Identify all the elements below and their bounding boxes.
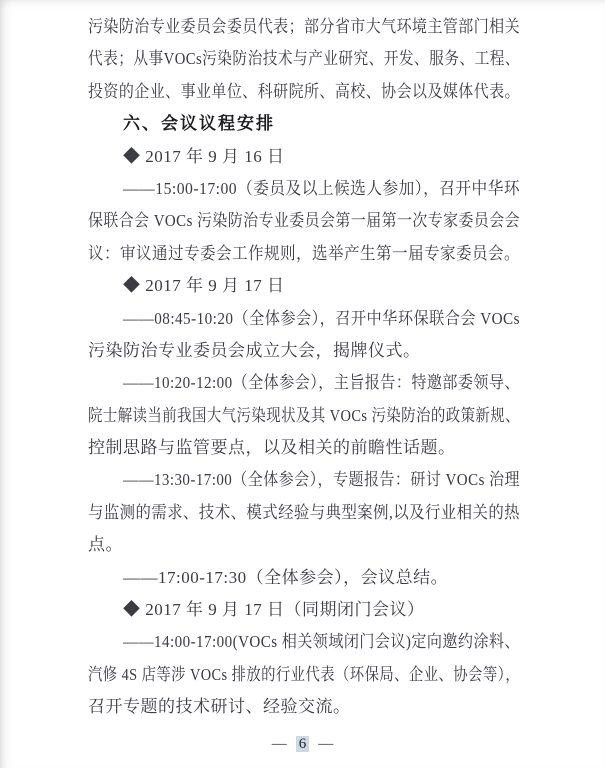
doc-line-text: 汽修 4S 店等涉 VOCs 排放的行业代表（环保局、企业、协会等）， — [88, 664, 520, 684]
doc-line — [88, 238, 520, 270]
footer-left-dash: — — [271, 736, 287, 752]
agenda-item-text: ——14:00-17:00(VOCs 相关领域闭门会议)定向邀约涂料、 — [123, 632, 520, 652]
agenda-date-bullet — [88, 270, 520, 302]
doc-line — [88, 43, 520, 75]
doc-line-text: 与监测的需求、技术、模式经验与典型案例,以及行业相关的热 — [88, 502, 520, 522]
doc-line-text: 保联合会 VOCs 污染防治专业委员会第一届第一次专家委员会会 — [88, 211, 520, 231]
page-footer — [0, 732, 605, 756]
document-body — [88, 11, 520, 724]
agenda-item-text: ——15:00-17:00（委员及以上候选人参加），召开中华环 — [123, 178, 520, 198]
agenda-item-text: ——17:00-17:30（全体参会），会议总结。 — [123, 567, 449, 587]
doc-line — [88, 497, 520, 529]
doc-line — [88, 205, 520, 237]
agenda-date-text: ◆ 2017 年 9 月 16 日 — [123, 146, 285, 166]
doc-line-text: 污染防治专业委员会成立大会，揭牌仪式。 — [88, 340, 421, 360]
doc-line — [88, 432, 520, 464]
footer-right-dash: — — [318, 736, 334, 752]
doc-line — [88, 335, 520, 367]
agenda-item-line — [88, 464, 520, 496]
agenda-item-line — [88, 173, 520, 205]
doc-line-text: 院士解读当前我国大气污染现状及其 VOCs 污染防治的政策新规、 — [88, 405, 520, 425]
doc-line — [88, 529, 520, 561]
doc-line-text: 召开专题的技术研讨、经验交流。 — [88, 697, 351, 717]
agenda-date-bullet — [88, 141, 520, 173]
agenda-date-text: ◆ 2017 年 9 月 17 日 — [123, 276, 285, 296]
page-number: 6 — [296, 736, 310, 752]
agenda-item-line — [88, 303, 520, 335]
doc-line — [88, 400, 520, 432]
doc-line-text: 污染防治专业委员会委员代表；部分省市大气环境主管部门相关 — [88, 17, 520, 36]
agenda-date-bullet — [88, 594, 520, 626]
agenda-item-text: ——10:20-12:00（全体参会），主旨报告：特邀部委领导、 — [123, 373, 520, 393]
doc-line-text: 投资的企业、事业单位、科研院所、高校、协会以及媒体代表。 — [88, 81, 520, 101]
doc-line-text: 控制思路与监管要点，以及相关的前瞻性话题。 — [88, 438, 456, 458]
doc-line-text: 点。 — [88, 535, 123, 555]
doc-line-text: 代表；从事VOCs污染防治技术与产业研究、开发、服务、工程、 — [88, 49, 520, 69]
doc-line — [88, 659, 520, 691]
section-heading — [88, 108, 520, 140]
agenda-item-text: ——08:45-10:20（全体参会），召开中华环保联合会 VOCs — [123, 308, 520, 328]
agenda-item-line — [88, 562, 520, 594]
agenda-item-text: ——13:30-17:00（全体参会），专题报告：研讨 VOCs 治理 — [123, 470, 520, 490]
agenda-item-line — [88, 367, 520, 399]
doc-line — [88, 691, 520, 723]
agenda-item-line — [88, 626, 520, 658]
section-heading-text: 六、会议议程安排 — [123, 114, 275, 134]
agenda-date-text: ◆ 2017 年 9 月 17 日（同期闭门会议） — [123, 600, 425, 620]
doc-line — [88, 76, 520, 108]
doc-line-text: 议：审议通过专委会工作规则，选举产生第一届专家委员会。 — [88, 243, 520, 263]
doc-line — [88, 11, 520, 43]
